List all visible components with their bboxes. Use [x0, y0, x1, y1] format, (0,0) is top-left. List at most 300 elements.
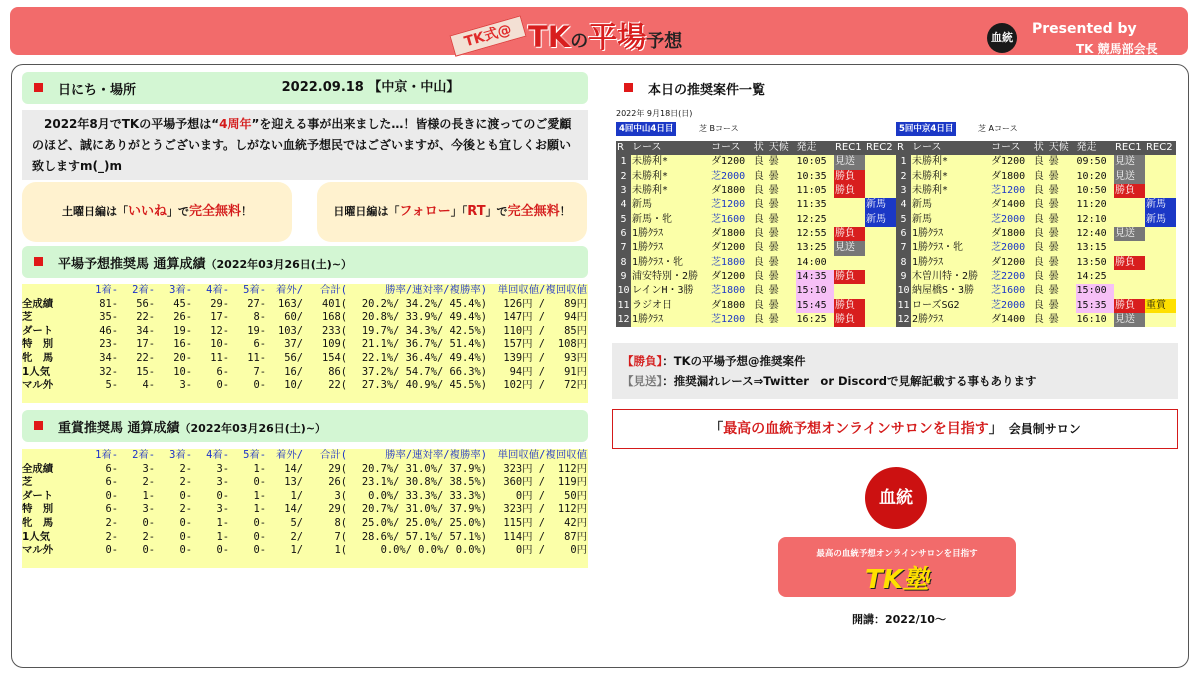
stats-cell: 22( [328, 379, 347, 392]
race-cell-rec1 [834, 213, 865, 227]
race-cell-rec1 [1114, 270, 1145, 284]
stats-cell: 10- [173, 365, 192, 378]
race-cell-r: 4 [616, 198, 631, 212]
stats-cell: 11- [210, 351, 229, 364]
bullet-icon [624, 83, 633, 92]
stats-cell: 13/ [284, 476, 303, 489]
stats-cell: 20.7%/ 31.0%/ 37.9%) [361, 462, 487, 475]
stats-row [22, 379, 587, 393]
race-cell-rec1 [1114, 198, 1145, 212]
stats-row-label: 特 別 [22, 503, 54, 516]
stats-cell: 6- [105, 462, 118, 475]
stats-header-cell: 勝率/連対率/複勝率) [385, 284, 487, 296]
race-row[interactable] [616, 170, 896, 184]
race-row[interactable] [896, 256, 1176, 270]
race-cell-time: 16:25 [796, 313, 834, 327]
race-row[interactable] [616, 241, 896, 255]
race-cell-rec1 [834, 284, 865, 298]
stats-cell: 14/ [284, 503, 303, 516]
race-cell-state: 良 [753, 184, 768, 198]
title-heiba: 平場 [588, 20, 647, 54]
stats-cell: 26- [173, 311, 192, 324]
stats-row [22, 352, 587, 366]
stats-cell: 17- [210, 311, 229, 324]
stats-cell: 10/ [284, 379, 303, 392]
stats-cell: 3- [216, 476, 229, 489]
title-no: の [570, 31, 589, 52]
race-header-cell: レース [911, 141, 990, 155]
tkjuku-subtitle: 最高の血統予想オンラインサロンを目指す [816, 549, 978, 559]
stats-cell: 91円 [564, 365, 587, 378]
race-cell-time: 13:25 [796, 241, 834, 255]
stats-row-label: 牝 馬 [22, 351, 54, 364]
stats-row [22, 338, 587, 352]
race-cell-time: 12:55 [796, 227, 834, 241]
kettou-logo-icon: 血統 [987, 23, 1017, 53]
stats-row-label: 牝 馬 [22, 516, 54, 529]
race-cell-rec1: 勝負 [834, 184, 865, 198]
race-table-chukyo [896, 141, 1176, 327]
race-cell-time: 09:50 [1076, 155, 1114, 169]
stats-cell: 20.7%/ 31.0%/ 37.9%) [361, 503, 487, 516]
stats-cell: 16/ [284, 365, 303, 378]
race-cell-rec1: 見送 [834, 155, 865, 169]
stats-cell: 0- [253, 379, 266, 392]
stats-cell: 37/ [284, 338, 303, 351]
race-cell-weather: 曇 [768, 241, 796, 255]
race-cell-state: 良 [753, 256, 768, 270]
stats-cell: 34- [99, 351, 118, 364]
promo-free: 完全無料 [189, 204, 242, 219]
stats-cell: 26( [328, 476, 347, 489]
race-cell-rec1 [834, 198, 865, 212]
race-cell-weather: 曇 [768, 313, 796, 327]
race-cell-weather: 曇 [768, 198, 796, 212]
race-row[interactable] [896, 155, 1176, 169]
race-cell-rec1: 見送 [1114, 155, 1145, 169]
stats-header-cell: 5着- [243, 284, 266, 296]
race-cell-r: 3 [896, 184, 911, 198]
race-cell-name: レインH・3勝 [631, 284, 710, 298]
race-cell-state: 良 [1033, 299, 1048, 313]
stats-cell: 2- [179, 503, 192, 516]
stats-cell: 50円 [564, 489, 587, 502]
race-row[interactable] [616, 270, 896, 284]
race-cell-state: 良 [753, 198, 768, 212]
race-cell-rec2: 新馬 [865, 213, 896, 227]
race-cell-time: 10:05 [796, 155, 834, 169]
stats-row-label: 全成績 [22, 297, 54, 310]
race-cell-state: 良 [1033, 313, 1048, 327]
stats-row-label: 1人気 [22, 530, 51, 543]
title-tk: TK [528, 20, 571, 54]
race-cell-course: ダ1200 [710, 270, 753, 284]
header-badge: TK式@ [449, 15, 526, 57]
legend-box [612, 343, 1178, 399]
promo-text: ！ [241, 205, 253, 218]
author-name: TK 競馬部会長 [1076, 42, 1158, 56]
course-nakayama: 芝 Bコース [699, 124, 739, 133]
stats-cell: 1- [142, 489, 155, 502]
race-cell-weather: 曇 [1048, 155, 1076, 169]
stats-cell: 29- [210, 297, 229, 310]
race-cell-name: 1勝ｸﾗｽ [911, 256, 990, 270]
stats-row-label: マル外 [22, 379, 54, 392]
race-cell-weather: 曇 [768, 213, 796, 227]
stats-row-label: 全成績 [22, 462, 54, 475]
race-cell-weather: 曇 [768, 184, 796, 198]
race-cell-weather: 曇 [1048, 256, 1076, 270]
race-header-cell: REC2 [865, 141, 896, 155]
race-row[interactable] [896, 227, 1176, 241]
race-cell-r: 2 [616, 170, 631, 184]
stats-cell: 81- [99, 297, 118, 310]
race-cell-state: 良 [753, 241, 768, 255]
salon-highlight: 最高の血統予想オンラインサロンを目指す [723, 421, 989, 437]
race-cell-course: ダ1200 [990, 256, 1033, 270]
race-cell-state: 良 [1033, 256, 1048, 270]
race-table-nakayama [616, 141, 896, 327]
stats-cell: 5/ [290, 516, 303, 529]
stats-cell: 21.1%/ 36.7%/ 51.4%) [361, 338, 487, 351]
promo-text: ！ [559, 205, 571, 218]
race-cell-name: 未勝利* [911, 170, 990, 184]
race-row[interactable] [616, 299, 896, 313]
race-header-cell: 発走 [1076, 141, 1114, 155]
race-row[interactable] [896, 270, 1176, 284]
race-date: 2022年 9月18日(日) [616, 109, 693, 118]
race-cell-state: 良 [753, 270, 768, 284]
race-cell-name: 木曽川特・2勝 [911, 270, 990, 284]
stats-cell: 37.2%/ 54.7%/ 66.3%) [361, 365, 487, 378]
presented-by: Presented by [1032, 21, 1137, 37]
stats-cell: 0- [142, 516, 155, 529]
race-header-cell: R [616, 141, 631, 155]
race-cell-time: 14:35 [796, 270, 834, 284]
race-cell-course: 芝2000 [990, 299, 1033, 313]
race-cell-rec2 [865, 299, 896, 313]
race-cell-weather: 曇 [1048, 213, 1076, 227]
stats-cell: 28.6%/ 57.1%/ 57.1%) [361, 530, 487, 543]
stats-header-cell: 1着- [95, 284, 118, 296]
stats-cell: 6- [216, 365, 229, 378]
race-header-cell: 状 [1033, 141, 1048, 155]
stats-cell: 42円 [564, 516, 587, 529]
race-cell-r: 10 [896, 284, 911, 298]
stats-row-label: 芝 [22, 311, 33, 324]
race-cell-r: 5 [896, 213, 911, 227]
stats-cell: 1/ [290, 489, 303, 502]
race-cell-rec1 [1114, 241, 1145, 255]
stats-cell: 114円 / [503, 530, 545, 543]
message-part: 2022年8月でTKの平場予想は“ [32, 117, 220, 131]
stats-row [22, 544, 587, 558]
stats-row [22, 366, 587, 380]
race-cell-state: 良 [1033, 213, 1048, 227]
stats-cell: 401( [321, 297, 347, 310]
race-row[interactable] [616, 284, 896, 298]
salon-banner[interactable] [612, 409, 1178, 449]
race-cell-course: ダ1800 [710, 227, 753, 241]
race-cell-time: 11:20 [1076, 198, 1114, 212]
promo-follow: フォロー [399, 204, 451, 219]
stats-cell: 35- [99, 311, 118, 324]
stats-header-blank [22, 284, 82, 298]
race-cell-time: 14:25 [1076, 270, 1114, 284]
race-cell-time: 13:15 [1076, 241, 1114, 255]
race-cell-r: 11 [616, 299, 631, 313]
stats-cell: 112円 [557, 503, 587, 516]
race-cell-weather: 曇 [1048, 284, 1076, 298]
race-cell-r: 2 [896, 170, 911, 184]
stats-cell: 0- [253, 476, 266, 489]
stats-cell: 323円 / [503, 503, 545, 516]
opening-date: 開講：2022/10〜 [852, 613, 946, 626]
race-cell-course: ダ1400 [990, 198, 1033, 212]
stats-cell: 3- [142, 503, 155, 516]
stats-cell: 72円 [564, 379, 587, 392]
race-cell-state: 良 [753, 299, 768, 313]
message-part: ”を迎える事が出来ました…！皆様の長きに渡ってのご愛顧のほど、誠にありがとうございます。しがない血統予想民ではございますが、今後とも宜しくお願い致しますm(_)m [32, 117, 572, 173]
stats-cell: 22- [136, 311, 155, 324]
race-cell-rec1 [1114, 213, 1145, 227]
race-cell-rec1: 見送 [834, 241, 865, 255]
race-row[interactable] [896, 198, 1176, 212]
legend-tag-kachi: 【勝負】 [622, 354, 663, 368]
race-row[interactable] [896, 241, 1176, 255]
stats-header-cell: 単回収値/複回収値 [497, 449, 587, 461]
stats-row [22, 325, 587, 339]
section-label [58, 417, 326, 436]
race-row[interactable] [616, 198, 896, 212]
race-cell-rec2 [865, 227, 896, 241]
stats-cell: 93円 [564, 351, 587, 364]
stats-row [22, 476, 587, 490]
race-cell-rec2 [865, 170, 896, 184]
legend-text: ：TKの平場予想@推奨案件 [662, 354, 806, 368]
race-cell-rec1: 見送 [1114, 313, 1145, 327]
stats-cell: 1- [216, 516, 229, 529]
race-row[interactable] [616, 227, 896, 241]
tkjuku-title: TK塾 [865, 565, 929, 595]
race-row[interactable] [896, 184, 1176, 198]
race-row[interactable] [616, 256, 896, 270]
race-row[interactable] [616, 184, 896, 198]
race-cell-weather: 曇 [768, 227, 796, 241]
race-cell-rec2 [865, 184, 896, 198]
stats-cell: 56- [136, 297, 155, 310]
race-cell-name: ラジオ日 [631, 299, 710, 313]
promo-text: 」で [485, 205, 508, 218]
race-cell-time: 11:05 [796, 184, 834, 198]
promo-text: 」で [167, 205, 189, 218]
stats-header-cell: 2着- [132, 284, 155, 296]
race-cell-name: 納屋橋S・3勝 [911, 284, 990, 298]
race-cell-weather: 曇 [1048, 313, 1076, 327]
race-cell-state: 良 [753, 313, 768, 327]
stats-header-cell: 4着- [206, 284, 229, 296]
stats-cell: 119円 [557, 476, 587, 489]
race-cell-name: 新馬・牝 [631, 213, 710, 227]
race-cell-weather: 曇 [1048, 198, 1076, 212]
stats-cell: 0- [142, 544, 155, 557]
race-row[interactable] [616, 313, 896, 327]
legend-row [622, 351, 1178, 371]
race-cell-course: ダ1800 [990, 227, 1033, 241]
race-cell-time: 10:50 [1076, 184, 1114, 198]
salon-quote: 「 [709, 421, 724, 437]
race-cell-rec2 [865, 256, 896, 270]
race-cell-time: 15:10 [796, 284, 834, 298]
stats-cell: 0- [216, 379, 229, 392]
stats-cell: 4- [142, 379, 155, 392]
race-cell-course: ダ1400 [990, 313, 1033, 327]
race-cell-rec2: 新馬 [1145, 198, 1176, 212]
stats-cell: 233( [321, 324, 347, 337]
race-cell-r: 11 [896, 299, 911, 313]
stats-row-label: 1人気 [22, 365, 51, 378]
stats-cell: 0- [179, 489, 192, 502]
stats-cell: 20- [173, 351, 192, 364]
race-cell-rec1: 見送 [1114, 170, 1145, 184]
stats-cell: 2- [179, 462, 192, 475]
race-cell-r: 10 [616, 284, 631, 298]
promo-text: 土曜日編は「 [61, 205, 128, 218]
race-cell-rec2 [1145, 241, 1176, 255]
race-cell-weather: 曇 [768, 284, 796, 298]
race-cell-name: 新馬 [911, 198, 990, 212]
stats-cell: 2- [179, 476, 192, 489]
race-cell-rec2 [1145, 256, 1176, 270]
race-cell-time: 14:00 [796, 256, 834, 270]
race-cell-rec1: 勝負 [834, 270, 865, 284]
race-row[interactable] [896, 313, 1176, 327]
salon-quote: 」 [988, 421, 1003, 437]
message-highlight: 4周年 [219, 117, 252, 131]
course-chukyo: 芝 Aコース [978, 124, 1018, 133]
race-cell-r: 6 [896, 227, 911, 241]
race-cell-time: 15:45 [796, 299, 834, 313]
race-header-row [896, 141, 1176, 155]
section-label [58, 253, 352, 272]
race-cell-rec2: 重賞 [1145, 299, 1176, 313]
stats-cell: 102円 / [503, 379, 545, 392]
venue-nakayama: 4回中山4日目 [616, 122, 676, 136]
stats-cell: 8- [253, 311, 266, 324]
stats-header-cell: 合計( [319, 284, 347, 296]
race-cell-name: 未勝利* [631, 170, 710, 184]
bullet-icon [34, 257, 43, 266]
stats-header-cell: 着外/ [275, 449, 303, 461]
race-cell-r: 5 [616, 213, 631, 227]
race-cell-course: ダ1200 [710, 155, 753, 169]
race-cell-rec2 [865, 155, 896, 169]
race-cell-state: 良 [1033, 155, 1048, 169]
race-cell-name: 未勝利* [911, 155, 990, 169]
race-row[interactable] [896, 299, 1176, 313]
stats-title: 平場予想推奨馬 通算成績 [58, 257, 206, 272]
race-cell-state: 良 [753, 170, 768, 184]
race-cell-r: 8 [896, 256, 911, 270]
stats-cell: 154( [321, 351, 347, 364]
stats-row-label: マル外 [22, 544, 54, 557]
stats-cell: 56/ [284, 351, 303, 364]
stats-cell: 3- [216, 462, 229, 475]
race-cell-rec1: 勝負 [834, 299, 865, 313]
race-row[interactable] [616, 155, 896, 169]
stats-cell: 16- [173, 338, 192, 351]
section-date-venue [22, 72, 169, 104]
stats-table-heiba [22, 284, 588, 403]
stats-cell: 157円 / [503, 338, 545, 351]
stats-cell: 1( [334, 544, 347, 557]
race-cell-r: 1 [616, 155, 631, 169]
stats-header-row [22, 284, 587, 298]
race-cell-rec1: 勝負 [834, 170, 865, 184]
race-cell-rec2 [1145, 184, 1176, 198]
race-cell-name: 1勝ｸﾗｽ・牝 [911, 241, 990, 255]
stats-cell: 34- [136, 324, 155, 337]
race-cell-name: 1勝ｸﾗｽ [911, 227, 990, 241]
race-cell-state: 良 [1033, 241, 1048, 255]
stats-cell: 0- [216, 489, 229, 502]
race-cell-state: 良 [753, 213, 768, 227]
race-cell-state: 良 [1033, 184, 1048, 198]
race-cell-rec1: 見送 [1114, 227, 1145, 241]
race-cell-time: 10:35 [796, 170, 834, 184]
race-cell-time: 15:00 [1076, 284, 1114, 298]
bullet-icon [34, 421, 43, 430]
race-cell-weather: 曇 [1048, 227, 1076, 241]
race-cell-rec2 [1145, 284, 1176, 298]
race-cell-r: 7 [896, 241, 911, 255]
race-cell-time: 10:20 [1076, 170, 1114, 184]
race-cell-course: 芝2200 [990, 270, 1033, 284]
salon-suffix: 会員制サロン [1008, 422, 1081, 436]
stats-cell: 2- [142, 476, 155, 489]
stats-cell: 27.3%/ 40.9%/ 45.5%) [361, 379, 487, 392]
race-header-cell: 天候 [1048, 141, 1076, 155]
stats-header-cell: 2着- [132, 449, 155, 461]
race-cell-rec1: 勝負 [834, 313, 865, 327]
stats-cell: 0- [105, 544, 118, 557]
stats-header-cell: 1着- [95, 449, 118, 461]
stats-cell: 29( [328, 462, 347, 475]
race-cell-r: 12 [896, 313, 911, 327]
race-cell-rec1: 勝負 [1114, 184, 1145, 198]
race-row[interactable] [896, 213, 1176, 227]
stats-cell: 86( [328, 365, 347, 378]
stats-cell: 2- [142, 530, 155, 543]
stats-cell: 17- [136, 338, 155, 351]
race-cell-course: 芝2000 [990, 241, 1033, 255]
stats-row [22, 311, 587, 325]
race-cell-time: 15:35 [1076, 299, 1114, 313]
stats-cell: 0- [253, 544, 266, 557]
section-label: 本日の推奨案件一覧 [648, 83, 766, 98]
race-cell-rec2 [1145, 227, 1176, 241]
race-row[interactable] [896, 170, 1176, 184]
race-row[interactable] [616, 213, 896, 227]
race-cell-weather: 曇 [768, 155, 796, 169]
race-header-row [616, 141, 896, 155]
race-row[interactable] [896, 284, 1176, 298]
stats-cell: 1- [253, 503, 266, 516]
stats-row-label: 特 別 [22, 338, 54, 351]
stats-row [22, 517, 587, 531]
race-cell-r: 9 [896, 270, 911, 284]
tkjuku-banner[interactable] [778, 537, 1016, 597]
